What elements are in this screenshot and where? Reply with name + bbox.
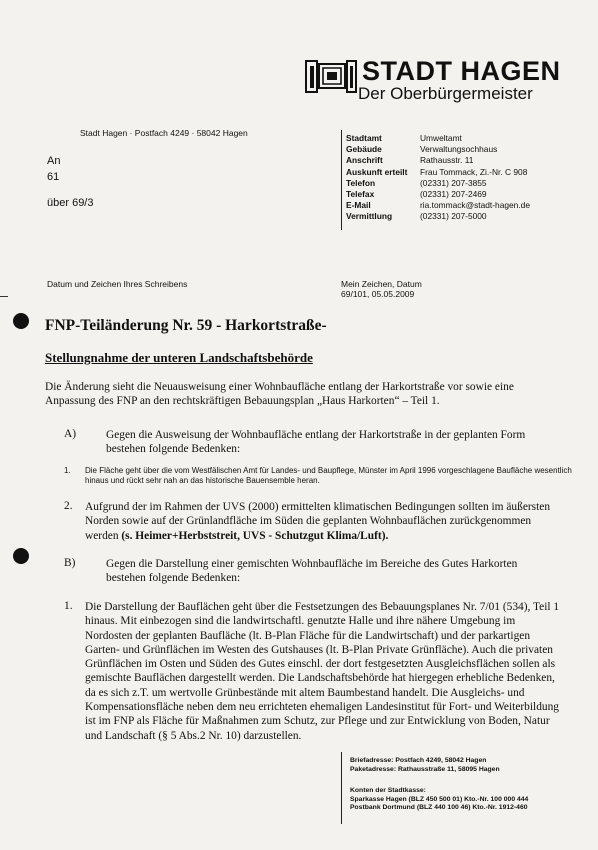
contact-row <box>346 144 530 155</box>
contact-value: Frau Tommack, Zi.-Nr. C 908 <box>420 166 528 177</box>
item-source: (s. Heimer+Herbststreit, UVS - Schutzgut Klima/Luft). <box>121 529 389 542</box>
section-b-text: Gegen die Darstellung einer gemischten Wohnbaufläche im Bereiche des Gutes Harkorten bestehen folgende Bedenken: <box>106 558 518 585</box>
footer-bank <box>350 787 528 813</box>
section-a-text: Gegen die Ausweisung der Wohnbaufläche entlang der Harkortstraße in der geplanten Form bestehen folgende Bedenken: <box>106 429 526 456</box>
sender-line: Stadt Hagen · Postfach 4249 · 58042 Hagen <box>80 128 248 138</box>
logo-subtitle: Der Oberbürgermeister <box>358 84 533 103</box>
contact-row <box>346 167 530 178</box>
my-reference-value: 69/101, 05.05.2009 <box>341 289 415 299</box>
contact-row <box>346 155 530 166</box>
footer-divider <box>341 752 342 824</box>
contact-row <box>346 211 530 222</box>
document-subtitle: Stellungnahme der unteren Landschaftsbehörde <box>45 350 313 365</box>
contact-key: Telefax <box>346 189 375 200</box>
contact-value: ria.tommack@stadt-hagen.de <box>420 200 530 211</box>
contact-key: Telefon <box>346 177 376 188</box>
item-number: 1. <box>64 600 73 612</box>
recipient-line: An <box>47 155 61 167</box>
contact-value: Verwaltungsochhaus <box>420 144 498 155</box>
footer-line: Sparkasse Hagen (BLZ 450 500 01) Kto.-Nr. 100 000 444 <box>350 795 529 803</box>
section-b-item-1: Die Darstellung der Bauflächen geht über die Festsetzungen des Bebauungsplanes Nr. 7/01 (534), Teil 1 hinaus. Mit einbezogen sind die landwirtschaftl. genutzte Halle und ihre nähere Umgebung im Nordosten der geplanten Baufläche (lt. B-Plan Fläche für die Landwirtschaft) und der parkartigen Garten- und Grünflächen im Westen des Gutshauses (lt. B-Plan Private Grünfläche). Auch die privaten Grünflächen im Osten und Süden des Gutes einschl. der dort festgesetzten Ausgleichsflächen sollen als gemischte Bauflächen dargestellt werden. Die Landschaftsbehörde hat hiergegen erhebliche Bedenken, da es sich z.T. um wertvolle Grünbestände mit altem Baumbestand handelt. Die Ausgleichs- und Kompensationsfläche neben dem neu errichteten ehemaligen Landesinstitut für Fort- und Weiterbildung ist im FNP als Fläche für Maßnahmen zum Schutz, zur Pflege und zur Entwicklung von Boden, Natur und Landschaft (§ 5 Abs.2 Nr. 10) darzustellen. <box>85 601 560 742</box>
my-reference-label: Mein Zeichen, Datum <box>341 279 422 289</box>
my-reference <box>341 279 422 299</box>
contact-row <box>346 189 530 200</box>
contact-key: E-Mail <box>346 200 371 211</box>
section-a-item-2 <box>85 500 565 543</box>
item-number: 1. <box>64 466 71 475</box>
punch-hole <box>13 548 29 564</box>
contact-key: Auskunft erteilt <box>346 166 408 177</box>
contact-value: (02331) 207-3855 <box>420 177 487 188</box>
stadt-hagen-logo-icon <box>305 58 357 94</box>
contact-value: Umweltamt <box>420 133 462 143</box>
your-reference-label: Datum und Zeichen Ihres Schreibens <box>47 279 188 289</box>
footer-line: Briefadresse: Postfach 4249, 58042 Hagen <box>350 757 487 764</box>
contact-value: Rathausstr. 11 <box>420 155 474 166</box>
item-text: Aufgrund der im Rahmen der UVS (2000) ermittelten klimatischen Bedingungen sollten im äußersten Norden sowie auf der Grünlandfläche im Süden die geplanten Wohnbauflächen zurückgenommen werden <box>85 501 551 542</box>
contact-divider <box>341 130 342 230</box>
contact-key: Stadtamt <box>346 133 382 143</box>
recipient-line: über 69/3 <box>47 197 94 209</box>
footer-line: Paketadresse: Rathausstraße 11, 58095 Hagen <box>350 765 500 773</box>
contact-value: (02331) 207-5000 <box>420 211 487 222</box>
contact-block <box>346 133 530 223</box>
punch-hole <box>13 313 29 329</box>
logo-city-name: STADT HAGEN <box>362 56 561 86</box>
item-number: 2. <box>64 500 73 512</box>
recipient-line: 61 <box>47 171 60 183</box>
contact-row <box>346 178 530 189</box>
contact-row <box>346 200 530 211</box>
contact-row <box>346 133 530 144</box>
contact-key: Anschrift <box>346 155 383 166</box>
intro-paragraph: Die Änderung sieht die Neuausweisung einer Wohnbaufläche entlang der Harkortstraße vor sowie eine Anpassung des FNP an den rechtskräftigen Bebauungsplan „Haus Harkorten“ – Teil 1. <box>45 381 514 408</box>
document-title: FNP-Teiländerung Nr. 59 - Harkortstraße- <box>45 317 327 334</box>
footer-line: Postbank Dortmund (BLZ 440 100 46) Kto.-Nr. 1912-460 <box>350 804 528 812</box>
section-a-letter: A) <box>64 428 77 440</box>
section-b-letter: B) <box>64 557 76 569</box>
contact-key: Gebäude <box>346 144 382 155</box>
contact-key: Vermittlung <box>346 211 393 222</box>
footer-bank-title: Konten der Stadtkasse: <box>350 787 426 794</box>
contact-value: (02331) 207-2469 <box>420 189 487 200</box>
section-a-item-1: Die Fläche geht über die vom Westfälischen Amt für Landes- und Baupflege, Münster im April 1996 vorgeschlagene Baufläche wesentlich hinaus und rückt sehr nah an das historische Bauensemble heran. <box>85 466 572 485</box>
fold-mark <box>0 296 8 297</box>
footer-address <box>350 757 500 774</box>
